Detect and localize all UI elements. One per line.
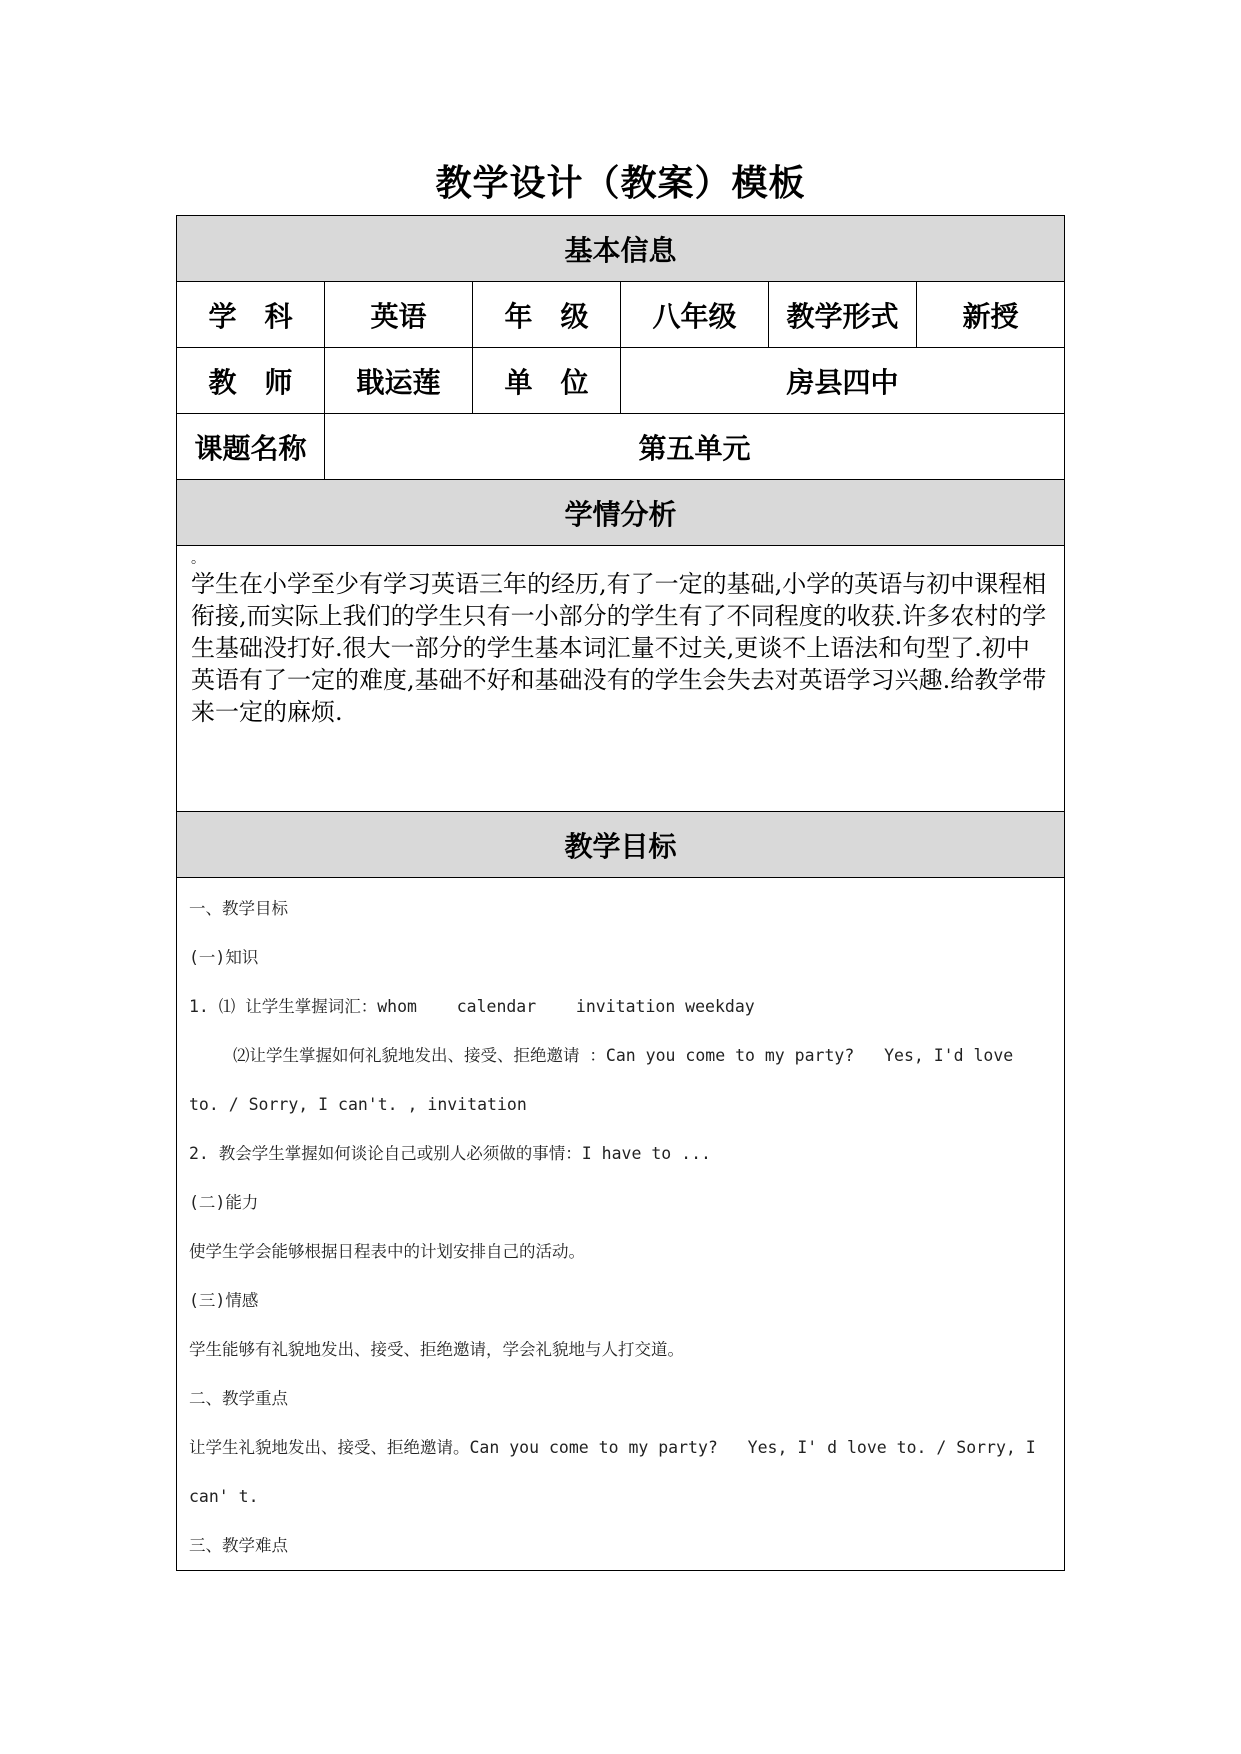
- grade-value: 八年级: [621, 282, 769, 348]
- goals-line: ⑵让学生掌握如何礼貌地发出、接受、拒绝邀请 ：Can you come to my party? Yes, I'd love: [233, 1046, 1014, 1065]
- subject-value: 英语: [325, 282, 473, 348]
- teaching-form-label: 教学形式: [769, 282, 917, 348]
- teacher-value: 戢运莲: [325, 348, 473, 414]
- teaching-form-value: 新授: [917, 282, 1065, 348]
- goals-cell: [177, 878, 1065, 1571]
- goals-line: 学生能够有礼貌地发出、接受、拒绝邀请，学会礼貌地与人打交道。: [189, 1340, 684, 1359]
- goals-line: 一、教学目标: [189, 899, 288, 918]
- page-title: 教学设计（教案）模板: [435, 162, 806, 204]
- topic-label: 课题名称: [177, 414, 325, 480]
- grade-label: 年 级: [473, 282, 621, 348]
- analysis-dot: 。: [191, 551, 205, 567]
- analysis-text: 学生在小学至少有学习英语三年的经历,有了一定的基础,小学的英语与初中课程相衔接,而实际上我们的学生只有一小部分的学生有了不同程度的收获.许多农村的学生基础没打好.很大一部分的学生基本词汇量不过关,更谈不上语法和句型了.初中英语有了一定的难度,基础不好和基础没有的学生会失去对英语学习兴趣.给教学带来一定的麻烦.: [191, 570, 1047, 726]
- goals-line: can' t.: [189, 1487, 259, 1506]
- goals-line: 使学生学会能够根据日程表中的计划安排自己的活动。: [189, 1242, 585, 1261]
- goals-line: to. / Sorry, I can't. , invitation: [189, 1095, 527, 1114]
- basic-info-header: 基本信息: [177, 216, 1065, 282]
- goals-line: (一)知识: [189, 948, 259, 967]
- goals-line: (三)情感: [189, 1291, 259, 1310]
- goals-line: (二)能力: [189, 1193, 259, 1212]
- goals-line: 2. 教会学生掌握如何谈论自己或别人必须做的事情：I have to ...: [189, 1144, 711, 1163]
- analysis-header: 学情分析: [177, 480, 1065, 546]
- goals-line: 三、教学难点: [189, 1536, 288, 1555]
- goals-line: 1. ⑴ 让学生掌握词汇：whom calendar invitation weekday: [189, 997, 755, 1016]
- goals-line: 让学生礼貌地发出、接受、拒绝邀请。Can you come to my party? Yes, I' d love to. / Sorry, I: [189, 1438, 1036, 1457]
- subject-label: 学 科: [177, 282, 325, 348]
- school-unit-label: 单 位: [473, 348, 621, 414]
- lesson-plan-table: [176, 215, 1065, 1571]
- analysis-cell: [177, 546, 1065, 812]
- school-unit-value: 房县四中: [621, 348, 1065, 414]
- teacher-label: 教 师: [177, 348, 325, 414]
- goals-header: 教学目标: [177, 812, 1065, 878]
- topic-value: 第五单元: [325, 414, 1065, 480]
- goals-line: 二、教学重点: [189, 1389, 288, 1408]
